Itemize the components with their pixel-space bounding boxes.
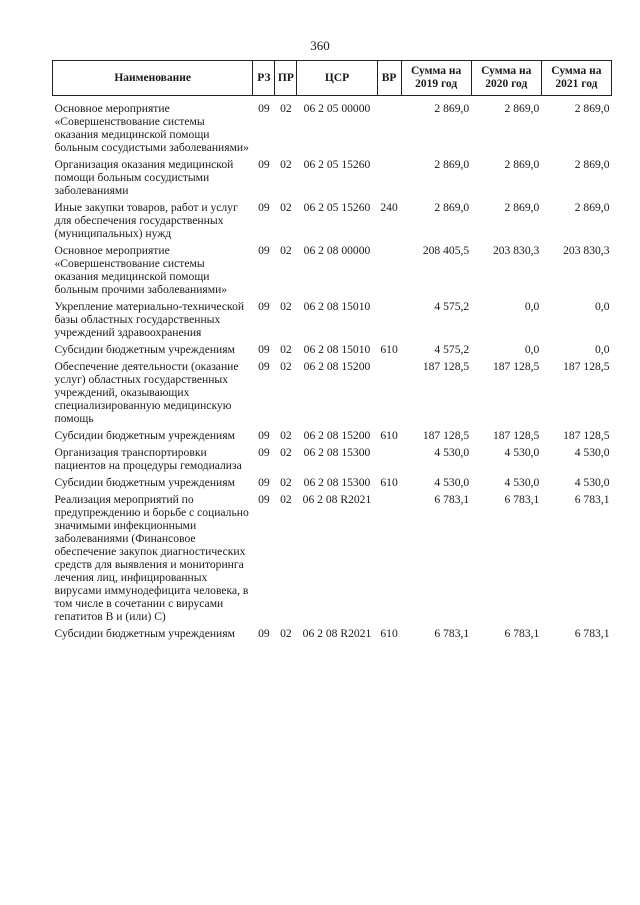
table-body xyxy=(53,96,612,645)
table-row xyxy=(53,300,612,343)
row-sum-2021: 0,0 xyxy=(595,343,610,356)
row-sum-2020: 6 783,1 xyxy=(504,493,540,506)
row-name: Субсидии бюджетным учреждениям xyxy=(54,343,235,356)
row-csr: 06 2 08 15200 xyxy=(303,429,371,442)
page-number: 360 xyxy=(310,38,330,53)
row-sum-2021: 0,0 xyxy=(595,300,610,313)
table-row xyxy=(53,627,612,644)
row-name: Организация оказания медицинской помощи больным сосудистыми заболеваниями xyxy=(54,158,234,197)
row-vr: 240 xyxy=(380,201,398,214)
row-sum-2020: 187 128,5 xyxy=(492,429,540,442)
row-pr: 02 xyxy=(280,476,292,489)
row-name: Основное мероприятие «Совершенствование системы оказания медицинской помощи больным прочими заболеваниями» xyxy=(54,244,228,296)
row-sum-2020: 4 530,0 xyxy=(504,446,540,459)
row-pr: 02 xyxy=(280,158,292,171)
row-sum-2020: 187 128,5 xyxy=(492,360,540,373)
header-sum-2020: Сумма на 2020 год xyxy=(471,61,541,96)
row-name: Обеспечение деятельности (оказание услуг) областных государственных учреждений, оказывающих специализированную медицинскую помощь xyxy=(54,360,239,425)
row-sum-2020: 2 869,0 xyxy=(504,201,540,214)
table-row xyxy=(53,446,612,476)
row-sum-2019: 208 405,5 xyxy=(422,244,470,257)
row-sum-2019: 4 530,0 xyxy=(434,476,470,489)
row-rz: 09 xyxy=(258,476,270,489)
table-header xyxy=(53,61,612,96)
row-sum-2019: 187 128,5 xyxy=(422,360,470,373)
row-pr: 02 xyxy=(280,360,292,373)
row-csr: 06 2 08 00000 xyxy=(303,244,371,257)
header-csr: ЦСР xyxy=(297,61,377,96)
row-vr xyxy=(377,300,401,343)
row-csr: 06 2 05 15260 xyxy=(303,158,371,171)
header-pr: ПР xyxy=(275,61,297,96)
budget-table xyxy=(52,60,612,644)
row-rz: 09 xyxy=(258,201,270,214)
row-sum-2020: 0,0 xyxy=(524,343,540,356)
row-name: Иные закупки товаров, работ и услуг для обеспечения государственных (муниципальных) нужд xyxy=(54,201,238,240)
row-vr xyxy=(377,360,401,429)
row-csr: 06 2 08 15300 xyxy=(303,446,371,459)
header-rz: РЗ xyxy=(253,61,275,96)
row-pr: 02 xyxy=(280,102,292,115)
row-sum-2021: 6 783,1 xyxy=(574,627,610,640)
row-csr: 06 2 08 15010 xyxy=(303,343,371,356)
row-vr xyxy=(377,244,401,300)
row-sum-2019: 4 530,0 xyxy=(434,446,470,459)
row-name: Основное мероприятие «Совершенствование системы оказания медицинской помощи больным сосудистыми заболеваниями» xyxy=(54,102,249,154)
row-sum-2021: 2 869,0 xyxy=(574,201,610,214)
row-rz: 09 xyxy=(258,627,270,640)
row-vr xyxy=(377,493,401,627)
row-rz: 09 xyxy=(258,446,270,459)
row-name: Укрепление материально-технической базы областных государственных учреждений здравоохранения xyxy=(54,300,245,339)
row-csr: 06 2 08 15010 xyxy=(303,300,371,313)
row-sum-2019: 187 128,5 xyxy=(422,429,470,442)
row-vr xyxy=(377,158,401,201)
row-sum-2021: 187 128,5 xyxy=(563,429,610,442)
row-sum-2021: 4 530,0 xyxy=(574,476,610,489)
row-sum-2019: 2 869,0 xyxy=(434,158,470,171)
row-sum-2020: 203 830,3 xyxy=(492,244,540,257)
row-name: Субсидии бюджетным учреждениям xyxy=(54,627,235,640)
table-row xyxy=(53,429,612,446)
row-name: Реализация мероприятий по предупреждению и борьбе с социально значимыми инфекционными заболеваниями (Финансовое обеспечение закупок диагностических средств для выявления и мониторинга лечения лиц, инфицированных вирусами иммунодефицита человека, в том числе в сочетании с вирусами гепатитов В и (или) С) xyxy=(54,493,249,623)
row-rz: 09 xyxy=(258,360,270,373)
row-vr: 610 xyxy=(380,476,398,489)
row-sum-2020: 0,0 xyxy=(524,300,540,313)
table-row xyxy=(53,244,612,300)
row-name: Организация транспортировки пациентов на процедуры гемодиализа xyxy=(54,446,242,472)
row-rz: 09 xyxy=(258,300,270,313)
row-sum-2021: 6 783,1 xyxy=(574,493,610,506)
row-pr: 02 xyxy=(280,429,292,442)
row-csr: 06 2 05 15260 xyxy=(303,201,371,214)
row-rz: 09 xyxy=(258,158,270,171)
row-name: Субсидии бюджетным учреждениям xyxy=(54,476,235,489)
row-vr xyxy=(377,446,401,476)
row-sum-2019: 6 783,1 xyxy=(434,493,470,506)
header-name: Наименование xyxy=(53,61,253,96)
row-rz: 09 xyxy=(258,244,270,257)
header-vr: ВР xyxy=(377,61,401,96)
row-pr: 02 xyxy=(280,627,292,640)
row-sum-2021: 2 869,0 xyxy=(574,102,610,115)
row-sum-2019: 6 783,1 xyxy=(434,627,470,640)
row-vr: 610 xyxy=(380,429,398,442)
row-sum-2021: 4 530,0 xyxy=(574,446,610,459)
header-sum-2021: Сумма на 2021 год xyxy=(541,61,611,96)
table-row xyxy=(53,476,612,493)
row-pr: 02 xyxy=(280,446,292,459)
table-row xyxy=(53,343,612,360)
table-row xyxy=(53,158,612,201)
row-rz: 09 xyxy=(258,102,270,115)
row-rz: 09 xyxy=(258,429,270,442)
header-row xyxy=(53,61,612,96)
row-sum-2021: 203 830,3 xyxy=(563,244,610,257)
row-sum-2020: 6 783,1 xyxy=(504,627,540,640)
row-sum-2019: 4 575,2 xyxy=(434,343,470,356)
row-rz: 09 xyxy=(258,343,270,356)
row-pr: 02 xyxy=(280,201,292,214)
row-sum-2020: 2 869,0 xyxy=(504,158,540,171)
row-sum-2019: 2 869,0 xyxy=(434,102,470,115)
row-vr xyxy=(377,96,401,159)
row-name: Субсидии бюджетным учреждениям xyxy=(54,429,235,442)
table-row xyxy=(53,493,612,627)
row-rz: 09 xyxy=(258,493,270,506)
row-csr: 06 2 08 15200 xyxy=(303,360,371,373)
table-row xyxy=(53,201,612,244)
row-vr: 610 xyxy=(380,627,398,640)
row-sum-2019: 2 869,0 xyxy=(434,201,470,214)
row-sum-2020: 2 869,0 xyxy=(504,102,540,115)
row-sum-2021: 187 128,5 xyxy=(563,360,610,373)
row-csr: 06 2 05 00000 xyxy=(303,102,371,115)
row-sum-2020: 4 530,0 xyxy=(504,476,540,489)
row-csr: 06 2 08 15300 xyxy=(303,476,371,489)
row-pr: 02 xyxy=(280,244,292,257)
row-vr: 610 xyxy=(380,343,398,356)
row-pr: 02 xyxy=(280,300,292,313)
row-sum-2021: 2 869,0 xyxy=(574,158,610,171)
row-pr: 02 xyxy=(280,343,292,356)
row-csr: 06 2 08 R2021 xyxy=(302,493,372,506)
row-sum-2019: 4 575,2 xyxy=(434,300,470,313)
table-row xyxy=(53,96,612,159)
header-sum-2019: Сумма на 2019 год xyxy=(401,61,471,96)
row-pr: 02 xyxy=(280,493,292,506)
row-csr: 06 2 08 R2021 xyxy=(302,627,372,640)
table-row xyxy=(53,360,612,429)
